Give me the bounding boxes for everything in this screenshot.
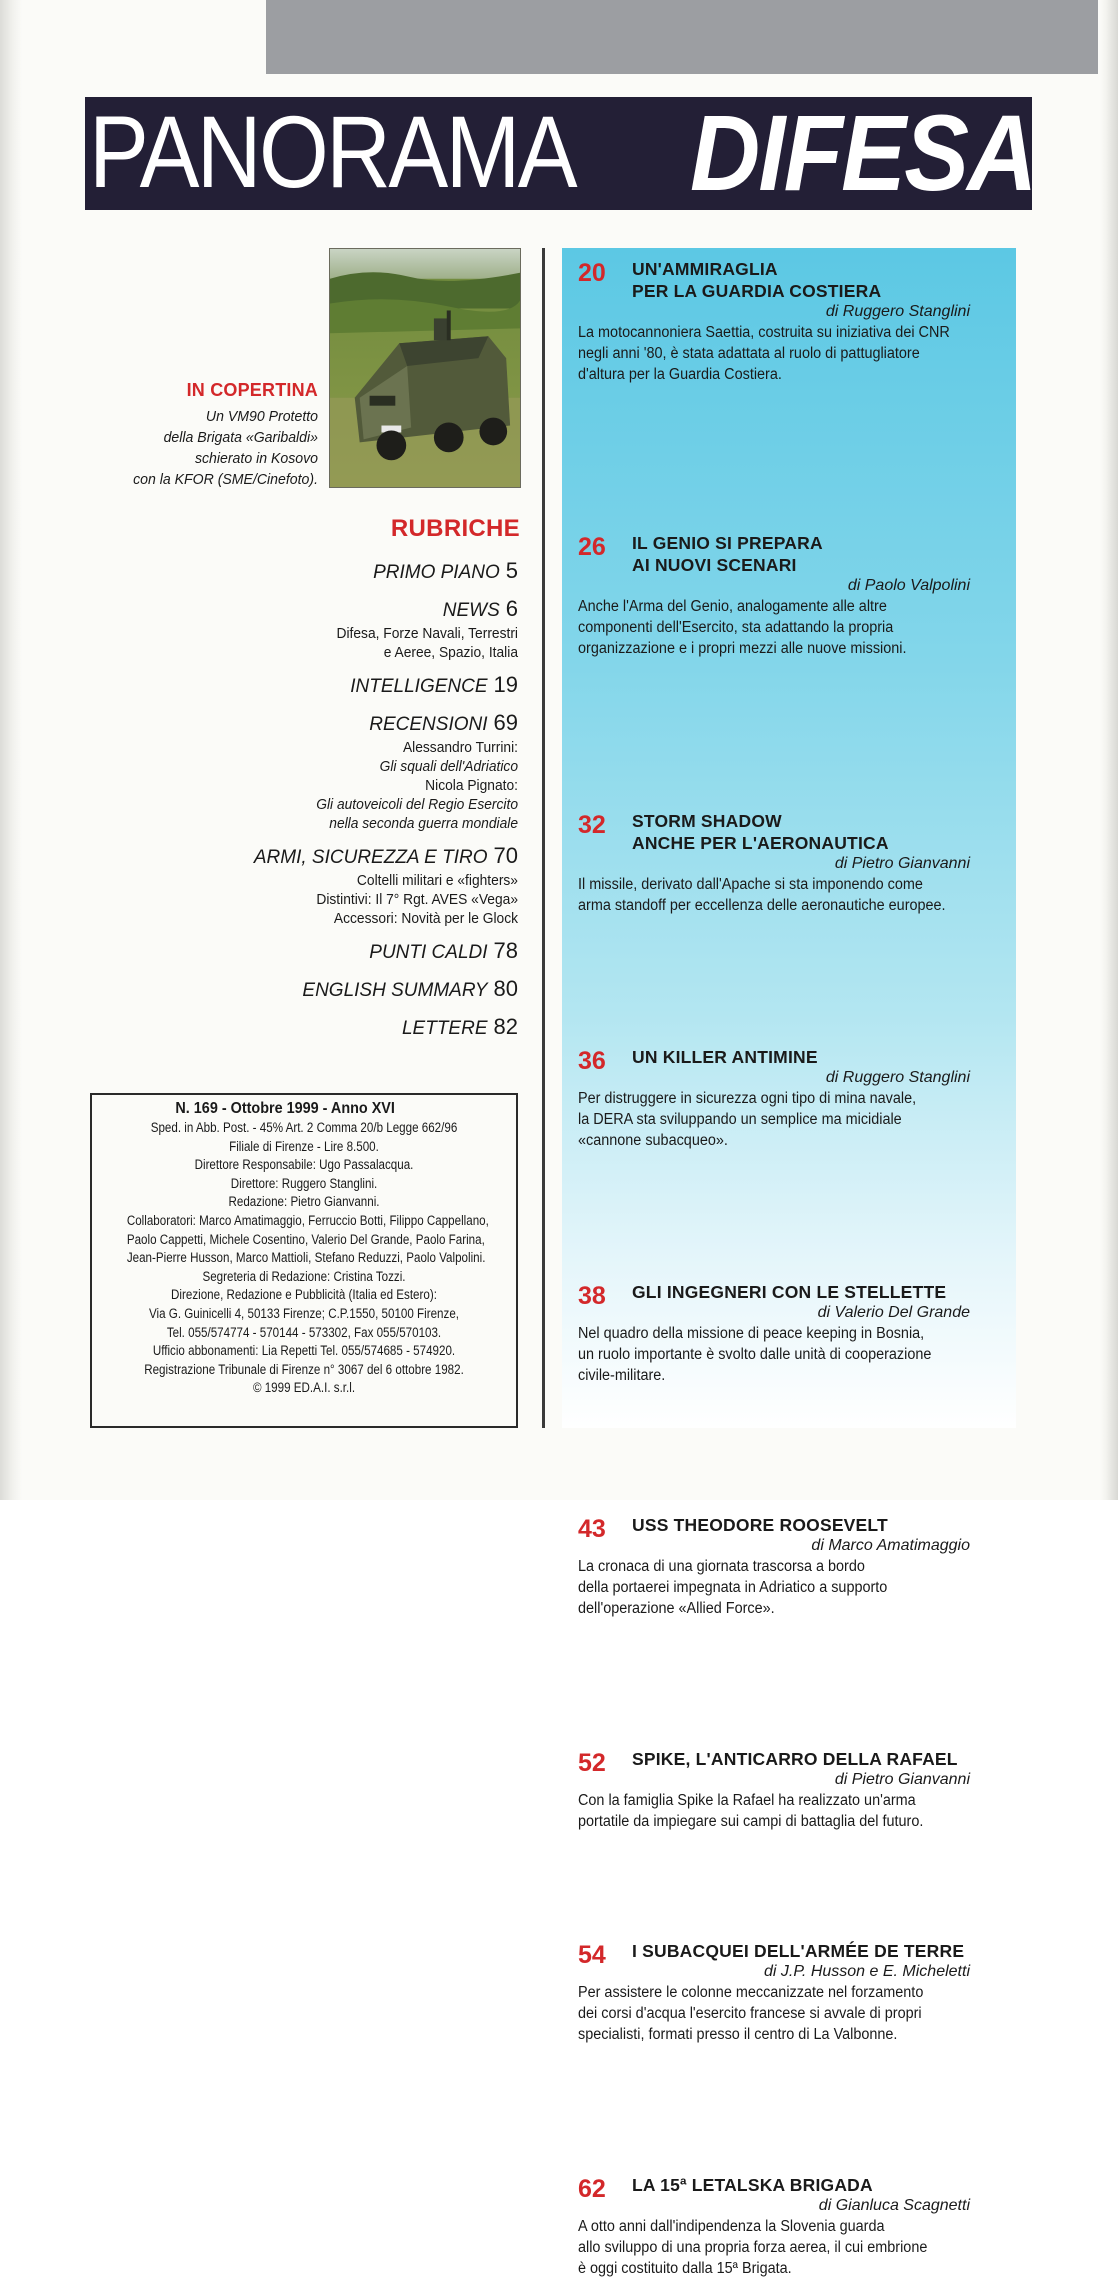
rubrica-title-line — [160, 672, 518, 700]
issue-info-line: Jean-Pierre Husson, Marco Mattioli, Stefano Reduzzi, Paolo Valpolini. — [126, 1250, 486, 1266]
issue-info-line: Via G. Guinicelli 4, 50133 Firenze; C.P.1550, 50100 Firenze, — [148, 1305, 460, 1321]
toc-author: di Valerio Del Grande — [817, 1304, 970, 1321]
toc-summary-line: arma standoff per eccellenza delle aeronautiche europee. — [578, 897, 946, 914]
toc-summary-line: La cronaca di una giornata trascorsa a bordo — [578, 1558, 865, 1575]
toc-title: ANCHE PER L'AERONAUTICA — [632, 833, 889, 853]
rubrica-title: PRIMO PIANO — [373, 562, 500, 583]
toc-page-number: 52 — [578, 1749, 606, 1777]
rubrica-item — [160, 672, 518, 700]
toc-author: di Paolo Valpolini — [847, 577, 970, 594]
right-page-edge — [1100, 0, 1118, 1500]
toc-title: STORM SHADOW — [632, 811, 782, 831]
toc-author: di Pietro Gianvanni — [834, 855, 970, 872]
toc-summary-line: specialisti, formati presso il centro di La Valbonne. — [578, 2026, 898, 2043]
toc-author: di J.P. Husson e E. Micheletti — [763, 1963, 970, 1980]
rubrica-title: RECENSIONI — [369, 714, 488, 735]
toc-summary-line: «cannone subacqueo». — [578, 1132, 728, 1149]
issue-info-box — [90, 1093, 518, 1428]
toc-title: LA 15ª LETALSKA BRIGADA — [632, 2175, 873, 2195]
toc-summary-line: Il missile, derivato dall'Apache si sta imponendo come — [578, 876, 923, 893]
cover-heading: IN COPERTINA — [186, 380, 318, 400]
rubrica-title-line — [160, 976, 518, 1004]
toc-summary-line: A otto anni dall'indipendenza la Slovenia guarda — [578, 2218, 885, 2235]
rubrica-subline: nella seconda guerra mondiale — [329, 815, 518, 832]
rubrica-subline: Difesa, Forze Navali, Terrestri — [336, 625, 518, 642]
toc-page-number: 26 — [578, 533, 606, 561]
top-grey-band — [266, 0, 1098, 74]
toc-entry — [570, 1281, 1010, 1386]
toc-summary-line: componenti dell'Esercito, sta adattando la propria — [578, 619, 894, 636]
rubrica-title-line — [160, 843, 518, 871]
rubrica-subline: Nicola Pignato: — [425, 777, 518, 794]
cover-photo-armored-vehicle — [330, 249, 520, 487]
rubriche-list — [160, 558, 518, 1052]
issue-info-line: Direttore: Ruggero Stanglini. — [230, 1175, 378, 1191]
issue-info-line: © 1999 ED.A.I. s.r.l. — [252, 1380, 356, 1396]
toc-title: I SUBACQUEI DELL'ARMÉE DE TERRE — [632, 1941, 965, 1961]
toc-page-number: 38 — [578, 1282, 606, 1310]
rubrica-page-number: 5 — [505, 558, 518, 583]
toc-entry — [570, 1046, 1010, 1151]
rubrica-subline: Alessandro Turrini: — [402, 739, 518, 756]
toc-summary-line: portatile da impiegare sui campi di battaglia del futuro. — [578, 1813, 924, 1830]
toc-summary-line: Anche l'Arma del Genio, analogamente alle altre — [578, 598, 887, 615]
rubrica-item — [160, 976, 518, 1004]
cover-caption — [75, 406, 318, 490]
toc-title: AI NUOVI SCENARI — [632, 555, 797, 575]
rubrica-title: ARMI, SICUREZZA E TIRO — [253, 847, 488, 868]
rubrica-item — [160, 843, 518, 928]
toc-entry — [570, 2174, 1010, 2279]
rubrica-subline: Coltelli militari e «fighters» — [356, 872, 518, 889]
rubrica-title: PUNTI CALDI — [369, 942, 488, 963]
toc-page-number: 20 — [578, 259, 606, 287]
toc-entry — [570, 1748, 1010, 1832]
issue-info-line: Ufficio abbonamenti: Lia Repetti Tel. 055/574685 - 574920. — [152, 1343, 456, 1359]
issue-number: N. 169 - Ottobre 1999 - Anno XVI — [175, 1100, 395, 1117]
rubrica-page-number: 78 — [493, 938, 518, 963]
rubrica-subline: Distintivi: Il 7° Rgt. AVES «Vega» — [316, 891, 518, 908]
toc-summary-line: negli anni '80, è stata adattata al ruolo di pattugliatore — [578, 345, 920, 362]
toc-summary-line: della portaerei impegnata in Adriatico a supporto — [578, 1579, 888, 1596]
rubrica-subline: Gli autoveicoli del Regio Esercito — [316, 796, 518, 813]
toc-summary-line: un ruolo importante è svolto dalle unità di cooperazione — [578, 1346, 932, 1363]
toc-summary-line: organizzazione e i propri mezzi alle nuove missioni. — [578, 640, 907, 657]
rubrica-item — [160, 1014, 518, 1042]
issue-info-line: Segreteria di Redazione: Cristina Tozzi. — [202, 1268, 406, 1284]
issue-info-line: Collaboratori: Marco Amatimaggio, Ferruccio Botti, Filippo Cappellano, — [126, 1212, 489, 1228]
toc-summary-line: dell'operazione «Allied Force». — [578, 1600, 775, 1617]
cover-caption-line: con la KFOR (SME/Cinefoto). — [133, 471, 318, 488]
issue-info-line: Sped. in Abb. Post. - 45% Art. 2 Comma 20/b Legge 662/96 — [150, 1120, 458, 1135]
masthead-word-difesa: DIFESA — [690, 92, 1036, 213]
cover-caption-line: della Brigata «Garibaldi» — [163, 429, 318, 446]
toc-summary-line: dei corsi d'acqua l'esercito francese si avvale di propri — [578, 2005, 922, 2022]
toc-author: di Gianluca Scagnetti — [818, 2197, 970, 2214]
rubrica-title: ENGLISH SUMMARY — [302, 980, 488, 1001]
toc-title: UN KILLER ANTIMINE — [632, 1047, 818, 1067]
rubrica-page-number: 19 — [493, 672, 518, 697]
rubrica-title-line — [160, 558, 518, 586]
toc-summary-line: la DERA sta sviluppando un semplice ma micidiale — [578, 1111, 902, 1128]
toc-title: UN'AMMIRAGLIA — [632, 259, 778, 279]
rubrica-page-number: 82 — [493, 1014, 518, 1039]
toc-summary-line: Per distruggere in sicurezza ogni tipo di mina navale, — [578, 1090, 917, 1107]
toc-author: di Pietro Gianvanni — [834, 1771, 970, 1788]
issue-info-lines — [98, 1119, 510, 1398]
toc-entry — [570, 1514, 1010, 1619]
toc-author: di Marco Amatimaggio — [811, 1537, 970, 1554]
toc-summary-line: Con la famiglia Spike la Rafael ha realizzato un'arma — [578, 1792, 916, 1809]
rubrica-page-number: 70 — [493, 843, 518, 868]
toc-author: di Ruggero Stanglini — [825, 303, 970, 320]
cover-caption-line: schierato in Kosovo — [194, 450, 318, 467]
toc-title: USS THEODORE ROOSEVELT — [632, 1515, 888, 1535]
toc-page-number: 36 — [578, 1047, 606, 1075]
toc-summary-line: La motocannoniera Saettia, costruita su iniziativa dei CNR — [578, 324, 950, 341]
rubrica-title: NEWS — [442, 600, 500, 621]
toc-summary-line: civile-militare. — [578, 1367, 666, 1384]
cover-photo — [329, 248, 521, 488]
masthead-logo — [85, 92, 1036, 213]
rubriche-heading: RUBRICHE — [390, 515, 520, 542]
toc-entry — [570, 1940, 1010, 2045]
toc-page-number: 43 — [578, 1515, 606, 1543]
rubrica-item — [160, 710, 518, 833]
toc-page-number: 32 — [578, 811, 606, 839]
rubrica-page-number: 69 — [493, 710, 518, 735]
rubrica-item — [160, 558, 518, 586]
rubrica-item — [160, 938, 518, 966]
rubrica-subline: Accessori: Novità per le Glock — [333, 910, 518, 927]
issue-info-line: Filiale di Firenze - Lire 8.500. — [229, 1138, 379, 1154]
toc-title: SPIKE, L'ANTICARRO DELLA RAFAEL — [632, 1749, 958, 1769]
issue-info-line: Tel. 055/574774 - 570144 - 573302, Fax 055/570103. — [166, 1324, 442, 1340]
cover-caption-line: Un VM90 Protetto — [205, 408, 318, 425]
rubrica-title-line — [160, 596, 518, 624]
rubrica-item — [160, 596, 518, 662]
toc-summary-line: Per assistere le colonne meccanizzate nel forzamento — [578, 1984, 924, 2001]
rubrica-subline: e Aeree, Spazio, Italia — [383, 644, 518, 661]
rubrica-page-number: 80 — [493, 976, 518, 1001]
toc-entry — [570, 258, 1010, 385]
rubrica-title-line — [160, 1014, 518, 1042]
rubrica-title: LETTERE — [401, 1018, 488, 1039]
toc-title: GLI INGEGNERI CON LE STELLETTE — [632, 1282, 947, 1302]
toc-title: IL GENIO SI PREPARA — [632, 533, 823, 553]
issue-info-line: Direzione, Redazione e Pubblicità (Italia ed Estero): — [171, 1287, 437, 1303]
toc-summary-line: allo sviluppo di una propria forza aerea, il cui embrione — [578, 2239, 928, 2256]
issue-info-line: Paolo Cappetti, Michele Cosentino, Valerio Del Grande, Paolo Farina, — [126, 1231, 485, 1247]
toc-summary-line: Nel quadro della missione di peace keeping in Bosnia, — [578, 1325, 925, 1342]
rubrica-title: INTELLIGENCE — [350, 676, 488, 697]
rubrica-subline: Gli squali dell'Adriatico — [379, 758, 518, 775]
cover-caption-block — [60, 378, 318, 490]
toc-page-number: 62 — [578, 2175, 606, 2203]
toc-summary-line: d'altura per la Guardia Costiera. — [578, 366, 782, 383]
issue-info-line: Redazione: Pietro Gianvanni. — [228, 1194, 380, 1210]
toc-entry — [570, 810, 1010, 916]
toc-entry — [570, 532, 1010, 659]
toc-summary-line: è oggi costituito dalla 15ª Brigata. — [578, 2260, 792, 2277]
toc-author: di Ruggero Stanglini — [825, 1069, 970, 1086]
toc-page-number: 54 — [578, 1941, 606, 1969]
rubrica-title-line — [160, 938, 518, 966]
column-divider — [542, 248, 545, 1428]
toc-title: PER LA GUARDIA COSTIERA — [632, 281, 882, 301]
masthead-word-panorama: PANORAMA — [89, 95, 575, 209]
issue-info-line: Direttore Responsabile: Ugo Passalacqua. — [194, 1157, 414, 1173]
rubrica-page-number: 6 — [505, 596, 518, 621]
left-page-edge — [0, 0, 22, 1500]
rubrica-title-line — [160, 710, 518, 738]
issue-info-line: Registrazione Tribunale di Firenze n° 3067 del 6 ottobre 1982. — [144, 1361, 464, 1377]
